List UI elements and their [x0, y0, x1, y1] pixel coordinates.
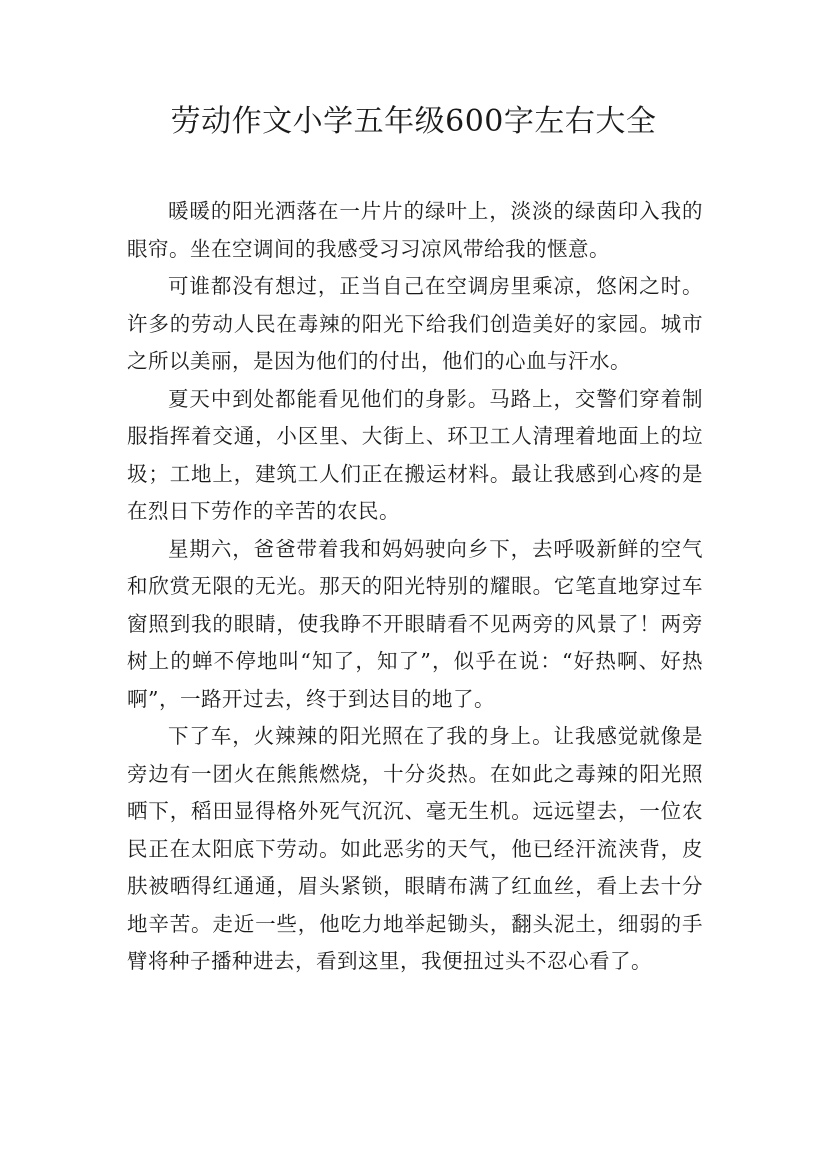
paragraph-4: 星期六，爸爸带着我和妈妈驶向乡下，去呼吸新鲜的空气和欣赏无限的无光。那天的阳光特别的耀眼。它笔直地穿过车窗照到我的眼睛，使我睁不开眼睛看不见两旁的风景了！两旁树上的蝉不停地叫“知了，知了”，似乎在说：“好热啊、好热啊”，一路开过去，终于到达目的地了。: [127, 536, 703, 711]
document-title: 劳动作文小学五年级600字左右大全: [170, 104, 657, 139]
paragraph-3: 夏天中到处都能看见他们的身影。马路上，交警们穿着制服指挥着交通，小区里、大街上、环卫工人清理着地面上的垃圾；工地上，建筑工人们正在搬运材料。最让我感到心疼的是在烈日下劳作的辛苦的农民。: [127, 386, 703, 523]
paragraph-1: 暖暖的阳光洒落在一片片的绿叶上，淡淡的绿茵印入我的眼帘。坐在空调间的我感受习习凉风带给我的惬意。: [127, 199, 703, 261]
document-body: [127, 193, 703, 981]
paragraph-2: 可谁都没有想过，正当自己在空调房里乘凉，悠闲之时。许多的劳动人民在毒辣的阳光下给我们创造美好的家园。城市之所以美丽，是因为他们的付出，他们的心血与汗水。: [127, 274, 703, 373]
paragraph-5: 下了车，火辣辣的阳光照在了我的身上。让我感觉就像是旁边有一团火在熊熊燃烧，十分炎热。在如此之毒辣的阳光照晒下，稻田显得格外死气沉沉、毫无生机。远远望去，一位农民正在太阳底下劳动。如此恶劣的天气，他已经汗流浃背，皮肤被晒得红通通，眉头紧锁，眼睛布满了红血丝，看上去十分地辛苦。走近一些，他吃力地举起锄头，翻头泥土，细弱的手臂将种子播种进去，看到这里，我便扭过头不忍心看了。: [127, 724, 703, 973]
